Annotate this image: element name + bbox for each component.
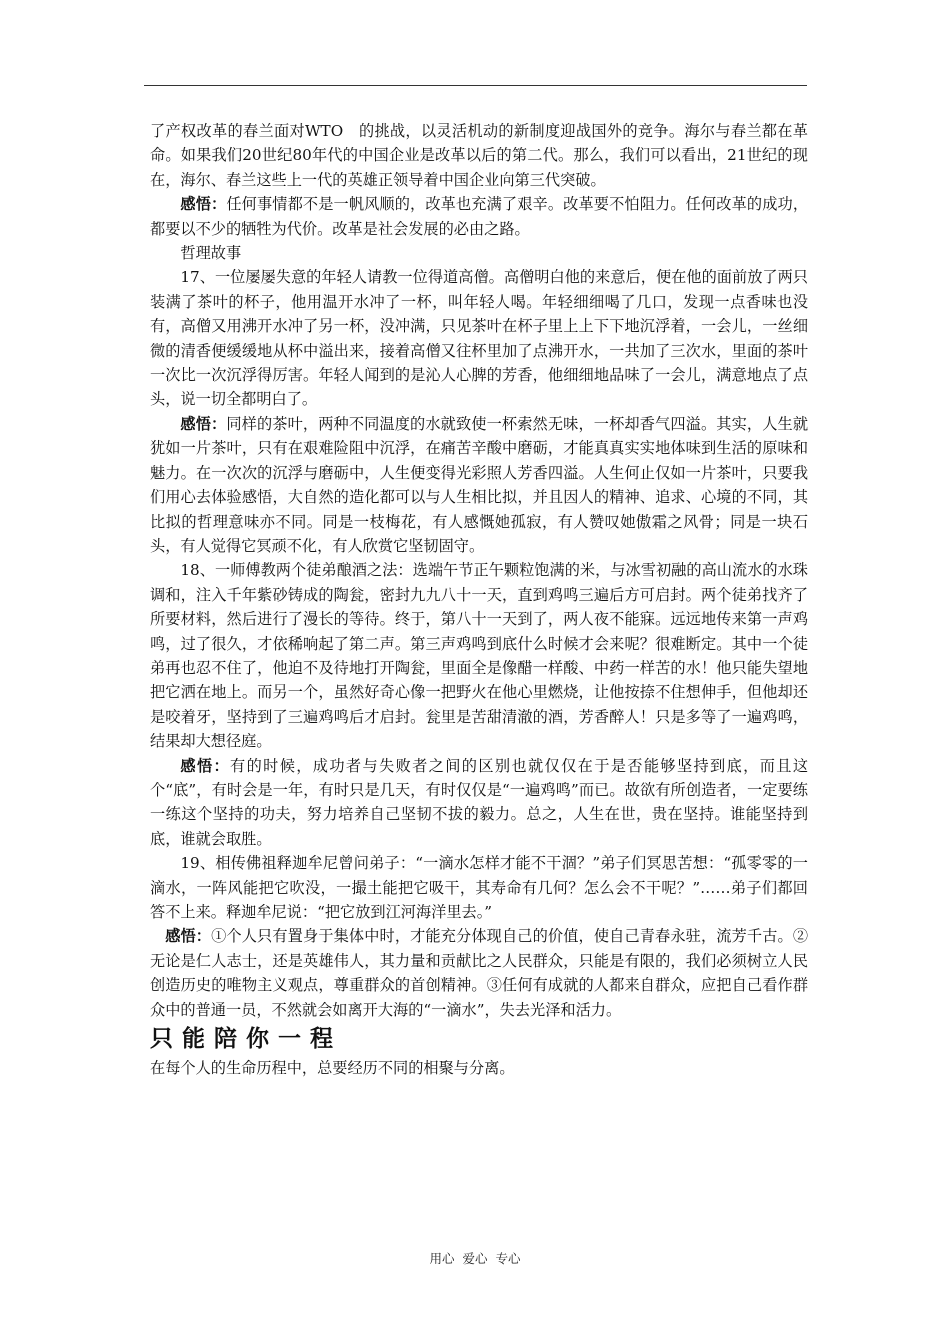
story-19: 19、相传佛祖释迦牟尼曾问弟子：“一滴水怎样才能不干涸？”弟子们冥思苦想：“孤零零的一滴水，一阵风能把它吹没，一撮土能把它吸干，其寿命有几何？怎么会不干呢？”……弟子们都回答不上来。释迦牟尼说：“把它放到江河海洋里去。” bbox=[150, 854, 808, 921]
page-footer: 用心 爱心 专心 bbox=[429, 1251, 521, 1266]
insight-16 bbox=[150, 192, 808, 241]
article-first-line: 在每个人的生命历程中，总要经历不同的相聚与分离。 bbox=[150, 1059, 515, 1078]
insight-text: 同样的茶叶，两种不同温度的水就致使一杯索然无味，一杯却香气四溢。其实，人生就犹如一片茶叶，只有在艰难险阻中沉浮，在痛苦辛酸中磨砺，才能真真实实地体味到生活的原味和魅力。在一次次的沉浮与磨砺中，人生便变得光彩照人芳香四溢。人生何止仅如一片茶叶，只要我们用心去体验感悟，大自然的造化都可以与人生相比拟，并且因人的精神、追求、心境的不同，其比拟的哲理意味亦不同。同是一枝梅花，有人感慨她孤寂，有人赞叹她傲霜之风骨；同是一块石头，有人觉得它冥顽不化，有人欣赏它坚韧固守。 bbox=[150, 414, 809, 555]
story-18: 18、一师傅教两个徒弟酿酒之法：选端午节正午颗粒饱满的米，与冰雪初融的高山流水的水珠调和，注入千年紫砂铸成的陶瓮，密封九九八十一天，直到鸡鸣三遍后方可启封。两个徒弟找齐了所要材料，然后进行了漫长的等待。终于，第八十一天到了，两人夜不能寐。远远地传来第一声鸡鸣，过了很久，才依稀响起了第二声。第三声鸡鸣到底什么时候才会来呢？很难断定。其中一个徒弟再也忍不住了，他迫不及待地打开陶瓮，里面全是像醋一样酸、中药一样苦的水！他只能失望地把它洒在地上。而另一个，虽然好奇心像一把野火在他心里燃烧，让他按捺不住想伸手，但他却还是咬着牙，坚持到了三遍鸡鸣后才启封。瓮里是苦甜清澈的酒，芳香醉人！只是多等了一遍鸡鸣，结果却大想径庭。 bbox=[150, 561, 808, 751]
insight-label: 感悟： bbox=[180, 756, 231, 775]
header-rule bbox=[144, 85, 807, 86]
insight-label: 感悟： bbox=[165, 927, 212, 946]
story-17: 17、一位屡屡失意的年轻人请教一位得道高僧。高僧明白他的来意后，便在他的面前放了两只装满了茶叶的杯子，他用温开水冲了一杯，叫年轻人喝。年轻细细喝了几口，发现一点香味也没有，高僧又用沸开水冲了另一杯，没冲满，只见茶叶在杯子里上上下下地沉浮着，一会儿，一丝细微的清香便缓缓地从杯中溢出来，接着高僧又往杯里加了点沸开水，一共加了三次水，里面的茶叶一次比一次沉浮得厉害。年轻人闻到的是沁人心脾的芳香，他细细地品味了一会儿，满意地点了点头，说一切全都明白了。 bbox=[150, 268, 808, 409]
insight-text: 有的时候，成功者与失败者之间的区别也就仅仅在于是否能够坚持到底，而且这个“底”，有时会是一年，有时只是几天，有时仅仅是“一遍鸡鸣”而已。故欲有所创造者，一定要练一练这个坚持的功夫，努力培养自己坚韧不拔的毅力。总之，人生在世，贵在坚持。谁能坚持到底，谁就会取胜。 bbox=[150, 756, 809, 848]
insight-19 bbox=[150, 924, 808, 1022]
insight-label: 感悟： bbox=[180, 414, 227, 433]
section-heading: 哲理故事 bbox=[180, 244, 242, 263]
insight-18 bbox=[150, 754, 808, 852]
document-body bbox=[150, 119, 808, 1080]
insight-text: ①个人只有置身于集体中时，才能充分体现自己的价值，使自己青春永驻，流芳千古。②无论是仁人志士，还是英雄伟人，其力量和贡献比之人民群众，只能是有限的，我们必须树立人民创造历史的唯物主义观点，尊重群众的首创精神。③任何有成就的人都来自群众，应把自己看作群众中的普通一员，不然就会如离开大海的“一滴水”，失去光泽和活力。 bbox=[150, 927, 809, 1019]
intro-paragraph: 了产权改革的春兰面对WTO 的挑战，以灵活机动的新制度迎战国外的竞争。海尔与春兰都在革命。如果我们20世纪80年代的中国企业是改革以后的第二代。那么，我们可以看出，21世纪的现在，海尔、春兰这些上一代的英雄正领导着中国企业向第三代突破。 bbox=[150, 122, 808, 189]
insight-17 bbox=[150, 412, 808, 558]
insight-text: 任何事情都不是一帆风顺的，改革也充满了艰辛。改革要不怕阻力。任何改革的成功，都要以不少的牺牲为代价。改革是社会发展的必由之路。 bbox=[150, 195, 809, 238]
article-title: 只能陪你一程 bbox=[150, 1025, 342, 1053]
insight-label: 感悟： bbox=[180, 195, 227, 214]
